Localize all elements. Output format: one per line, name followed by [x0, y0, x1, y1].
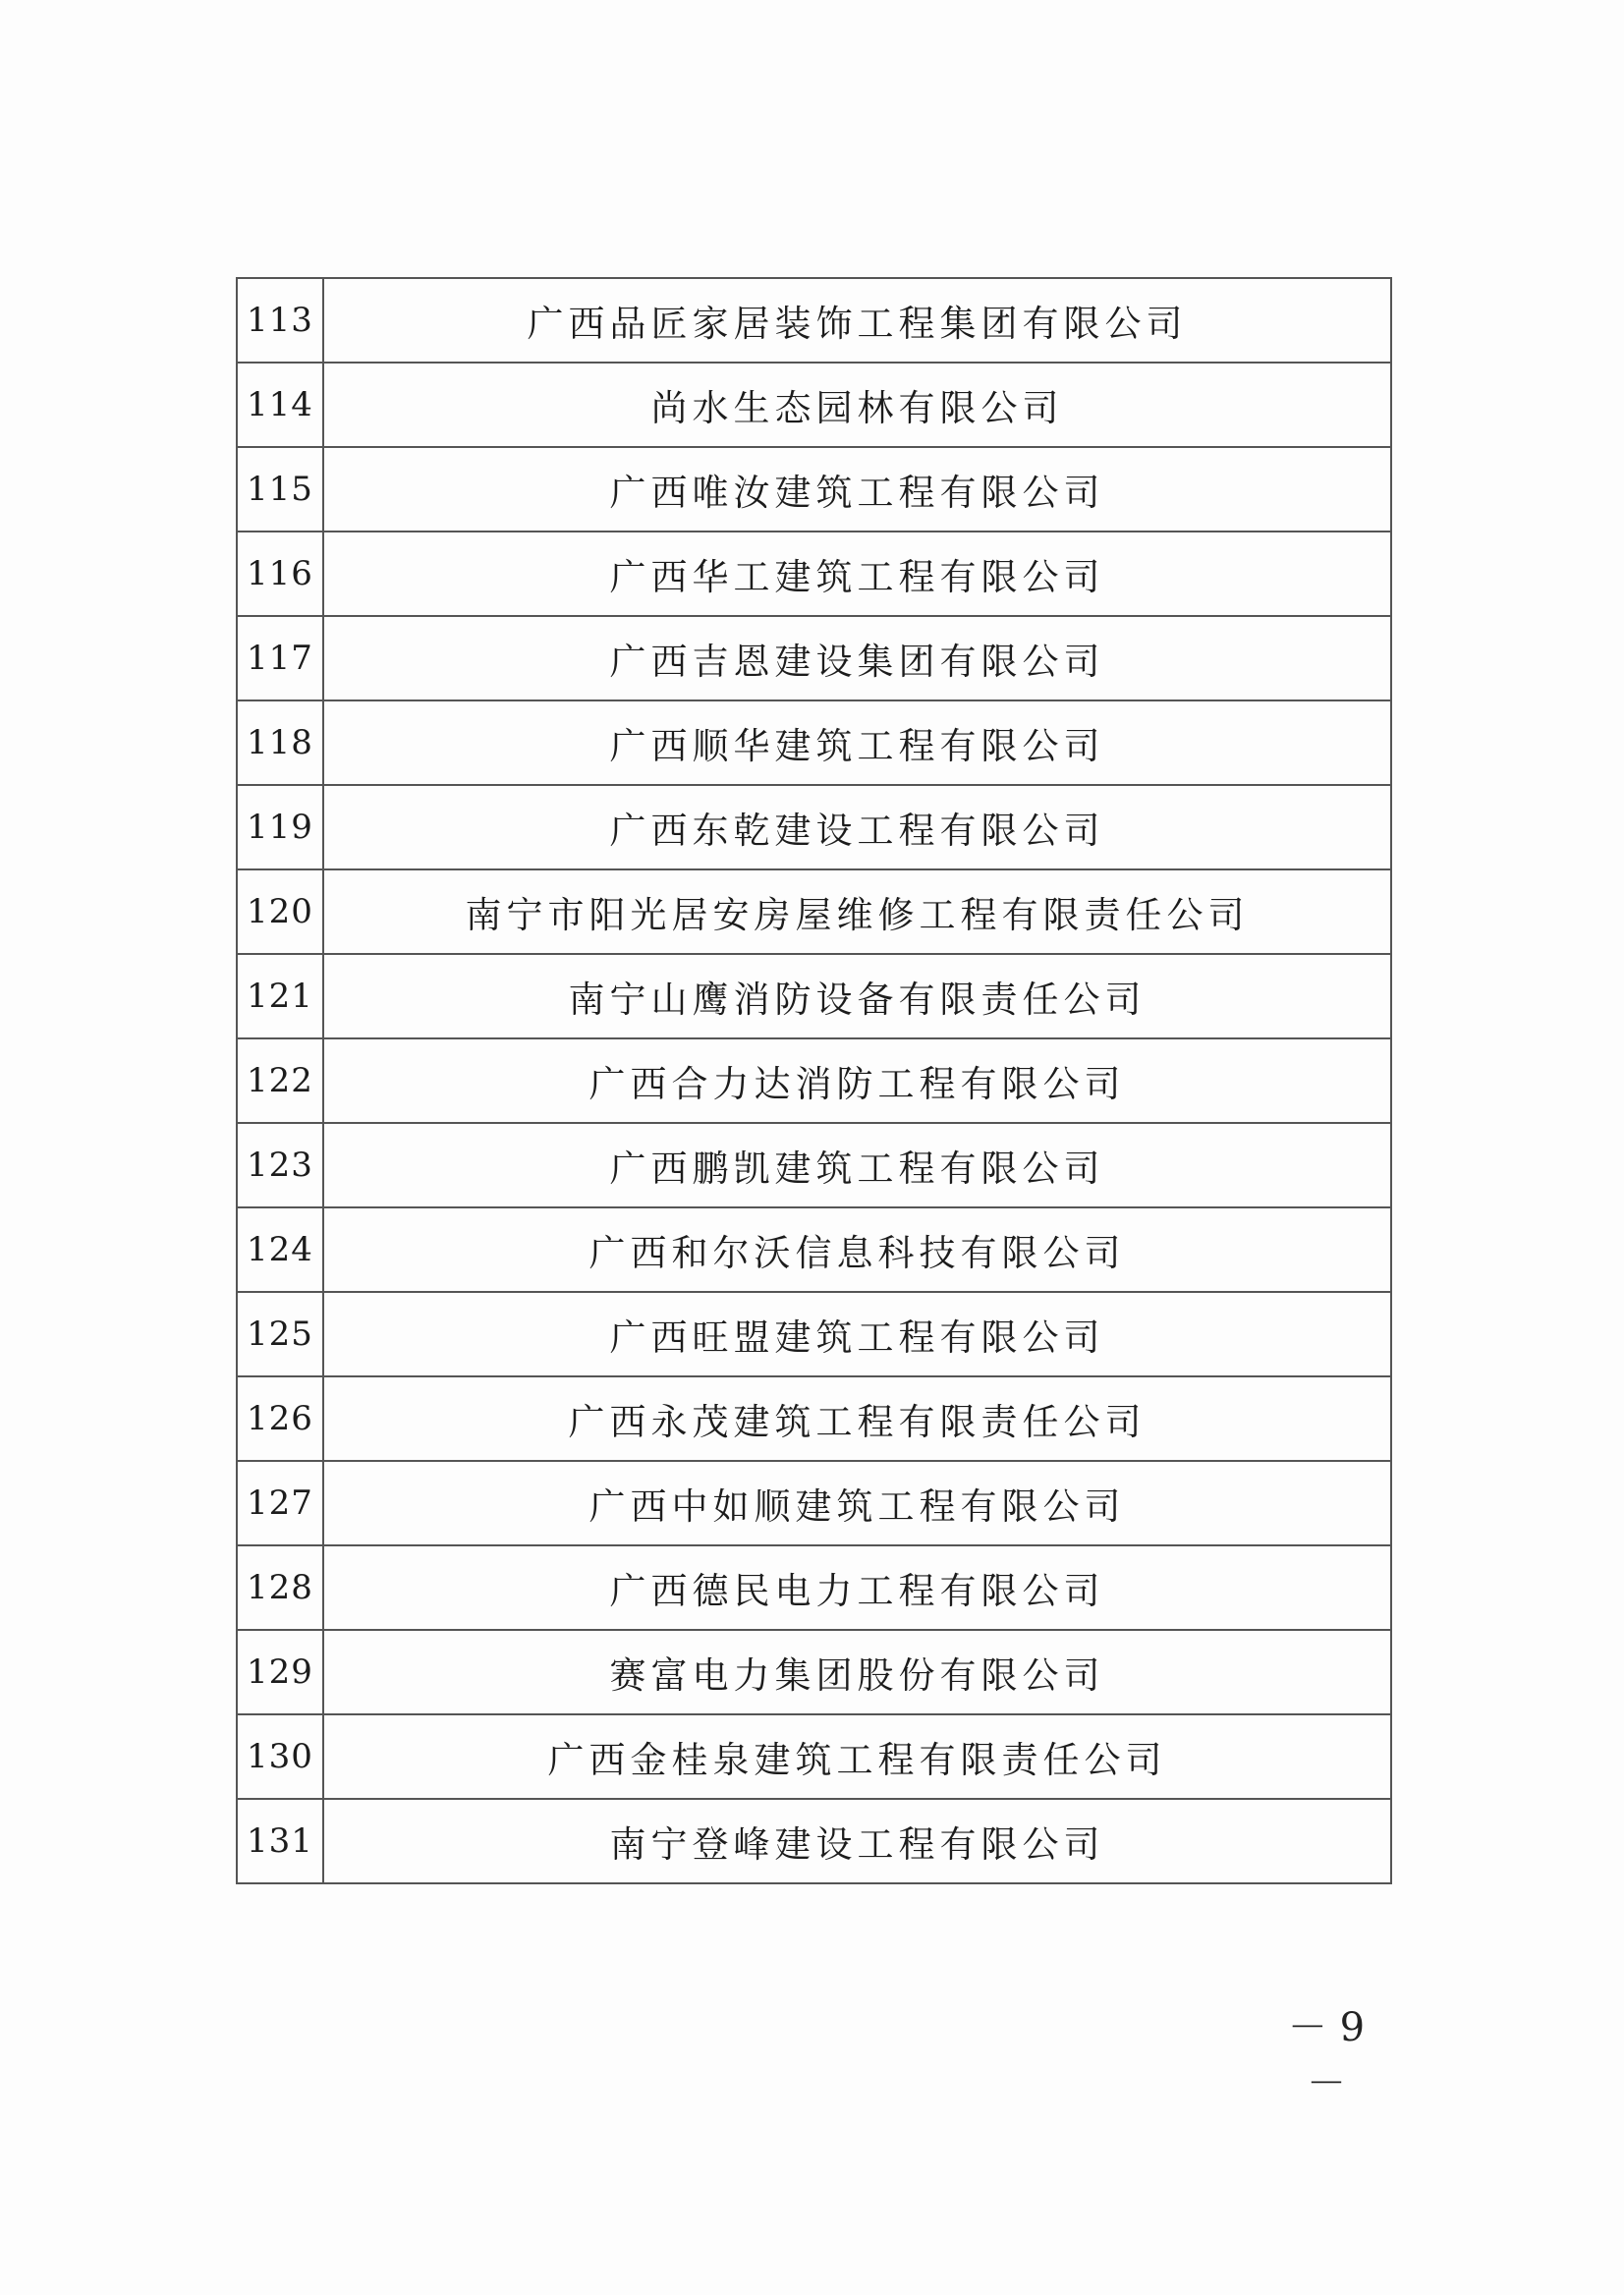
row-number: 123	[237, 1123, 323, 1207]
row-number: 124	[237, 1207, 323, 1292]
company-name: 赛富电力集团股份有限公司	[323, 1630, 1391, 1714]
table-row	[237, 1292, 1391, 1376]
table-row	[237, 1630, 1391, 1714]
company-name: 广西德民电力工程有限公司	[323, 1545, 1391, 1630]
row-number: 117	[237, 616, 323, 700]
table-row	[237, 1123, 1391, 1207]
table-row	[237, 532, 1391, 616]
company-name: 南宁山鹰消防设备有限责任公司	[323, 954, 1391, 1038]
company-name: 广西东乾建设工程有限公司	[323, 785, 1391, 869]
page-number: － 9 －	[1287, 2005, 1366, 2106]
company-name: 广西永茂建筑工程有限责任公司	[323, 1376, 1391, 1461]
company-name: 广西品匠家居装饰工程集团有限公司	[323, 278, 1391, 363]
table-row	[237, 700, 1391, 785]
company-name: 南宁登峰建设工程有限公司	[323, 1799, 1391, 1883]
row-number: 131	[237, 1799, 323, 1883]
row-number: 128	[237, 1545, 323, 1630]
row-number: 125	[237, 1292, 323, 1376]
table-row	[237, 363, 1391, 447]
company-name: 广西华工建筑工程有限公司	[323, 532, 1391, 616]
company-table	[236, 277, 1392, 1884]
company-name: 广西和尔沃信息科技有限公司	[323, 1207, 1391, 1292]
company-name: 广西中如顺建筑工程有限公司	[323, 1461, 1391, 1545]
company-name: 广西唯汝建筑工程有限公司	[323, 447, 1391, 532]
table-row	[237, 278, 1391, 363]
table-row	[237, 1207, 1391, 1292]
table-row	[237, 616, 1391, 700]
row-number: 118	[237, 700, 323, 785]
table-row	[237, 869, 1391, 954]
company-name: 广西吉恩建设集团有限公司	[323, 616, 1391, 700]
row-number: 115	[237, 447, 323, 532]
table-row	[237, 954, 1391, 1038]
company-name: 广西金桂泉建筑工程有限责任公司	[323, 1714, 1391, 1799]
row-number: 113	[237, 278, 323, 363]
company-name: 广西旺盟建筑工程有限公司	[323, 1292, 1391, 1376]
company-name: 南宁市阳光居安房屋维修工程有限责任公司	[323, 869, 1391, 954]
company-name: 尚水生态园林有限公司	[323, 363, 1391, 447]
row-number: 130	[237, 1714, 323, 1799]
table-row	[237, 1714, 1391, 1799]
row-number: 120	[237, 869, 323, 954]
table-row	[237, 1545, 1391, 1630]
company-name: 广西鹏凯建筑工程有限公司	[323, 1123, 1391, 1207]
row-number: 119	[237, 785, 323, 869]
row-number: 127	[237, 1461, 323, 1545]
row-number: 121	[237, 954, 323, 1038]
company-name: 广西顺华建筑工程有限公司	[323, 700, 1391, 785]
row-number: 116	[237, 532, 323, 616]
row-number: 126	[237, 1376, 323, 1461]
row-number: 129	[237, 1630, 323, 1714]
company-name: 广西合力达消防工程有限公司	[323, 1038, 1391, 1123]
table-row	[237, 1461, 1391, 1545]
row-number: 114	[237, 363, 323, 447]
table-row	[237, 785, 1391, 869]
row-number: 122	[237, 1038, 323, 1123]
table-row	[237, 1799, 1391, 1883]
table-row	[237, 447, 1391, 532]
table-row	[237, 1038, 1391, 1123]
table-row	[237, 1376, 1391, 1461]
